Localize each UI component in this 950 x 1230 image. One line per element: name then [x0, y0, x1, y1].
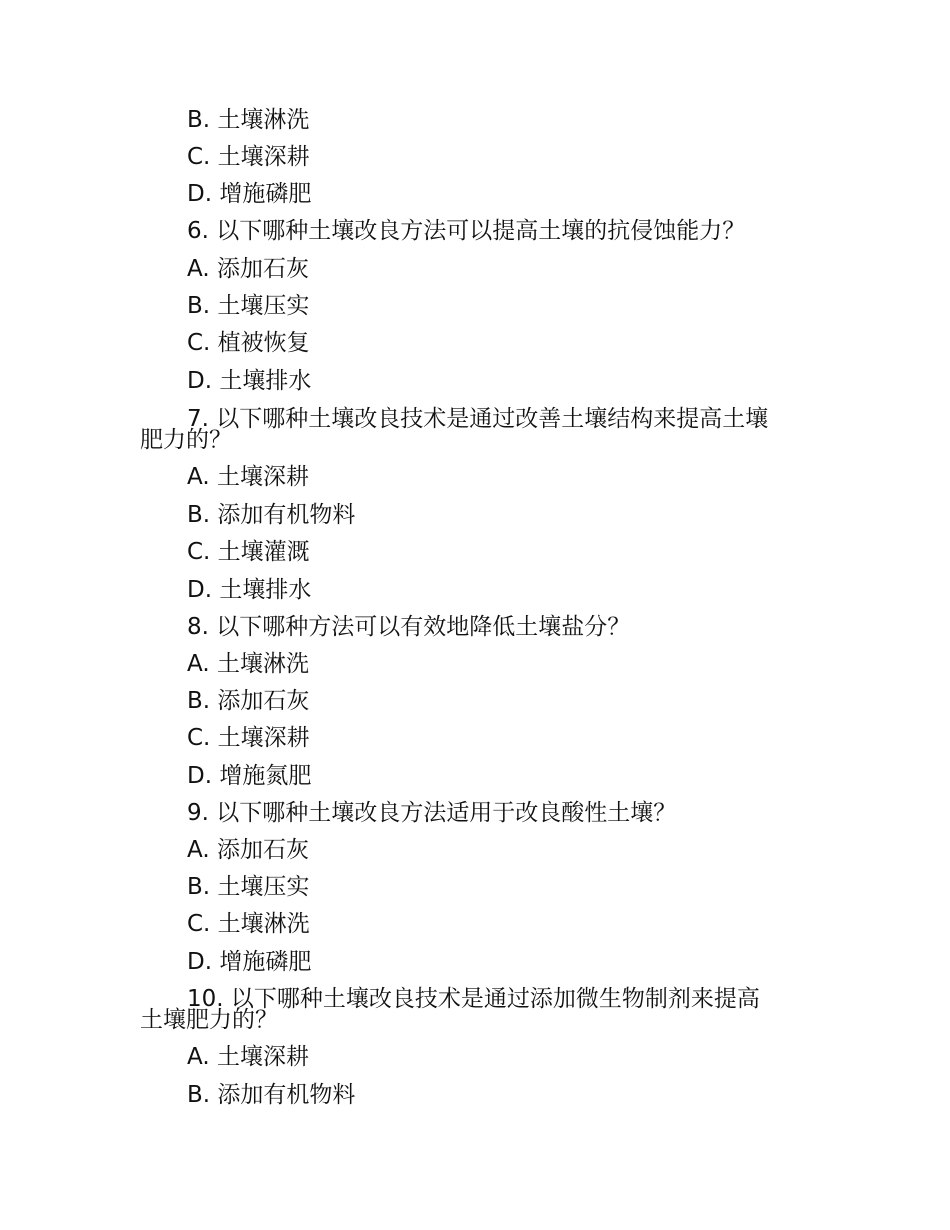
option-line: B. 土壤淋洗 — [187, 107, 310, 133]
option-line: A. 土壤淋洗 — [187, 651, 309, 677]
option-line: A. 添加石灰 — [187, 256, 309, 282]
option-line: C. 植被恢复 — [187, 330, 310, 356]
question-9: 9. 以下哪种土壤改良方法适用于改良酸性土壤？ — [187, 800, 677, 826]
option-line: A. 土壤深耕 — [187, 1044, 309, 1070]
question-8: 8. 以下哪种方法可以有效地降低土壤盐分？ — [187, 614, 631, 640]
option-line: A. 添加石灰 — [187, 837, 309, 863]
question-6: 6. 以下哪种土壤改良方法可以提高土壤的抗侵蚀能力？ — [187, 218, 746, 244]
option-line: D. 土壤排水 — [187, 577, 312, 603]
option-line: B. 添加有机物料 — [187, 1082, 356, 1108]
question-10-line1: 10. 以下哪种土壤改良技术是通过添加微生物制剂来提高 — [187, 986, 760, 1012]
option-line: B. 添加有机物料 — [187, 502, 356, 528]
option-line: D. 增施磷肥 — [187, 181, 312, 207]
option-line: B. 添加石灰 — [187, 688, 310, 714]
option-line: C. 土壤深耕 — [187, 725, 310, 751]
option-line: D. 增施磷肥 — [187, 949, 312, 975]
question-10-line2: 土壤肥力的？ — [140, 1007, 278, 1033]
option-line: B. 土壤压实 — [187, 874, 310, 900]
option-line: C. 土壤淋洗 — [187, 911, 310, 937]
option-line: D. 增施氮肥 — [187, 763, 312, 789]
question-7-line2: 肥力的？ — [140, 427, 232, 453]
option-line: A. 土壤深耕 — [187, 464, 309, 490]
option-line: C. 土壤深耕 — [187, 144, 310, 170]
option-line: B. 土壤压实 — [187, 293, 310, 319]
option-line: C. 土壤灌溉 — [187, 539, 310, 565]
question-7-line1: 7. 以下哪种土壤改良技术是通过改善土壤结构来提高土壤 — [187, 406, 769, 432]
option-line: D. 土壤排水 — [187, 368, 312, 394]
